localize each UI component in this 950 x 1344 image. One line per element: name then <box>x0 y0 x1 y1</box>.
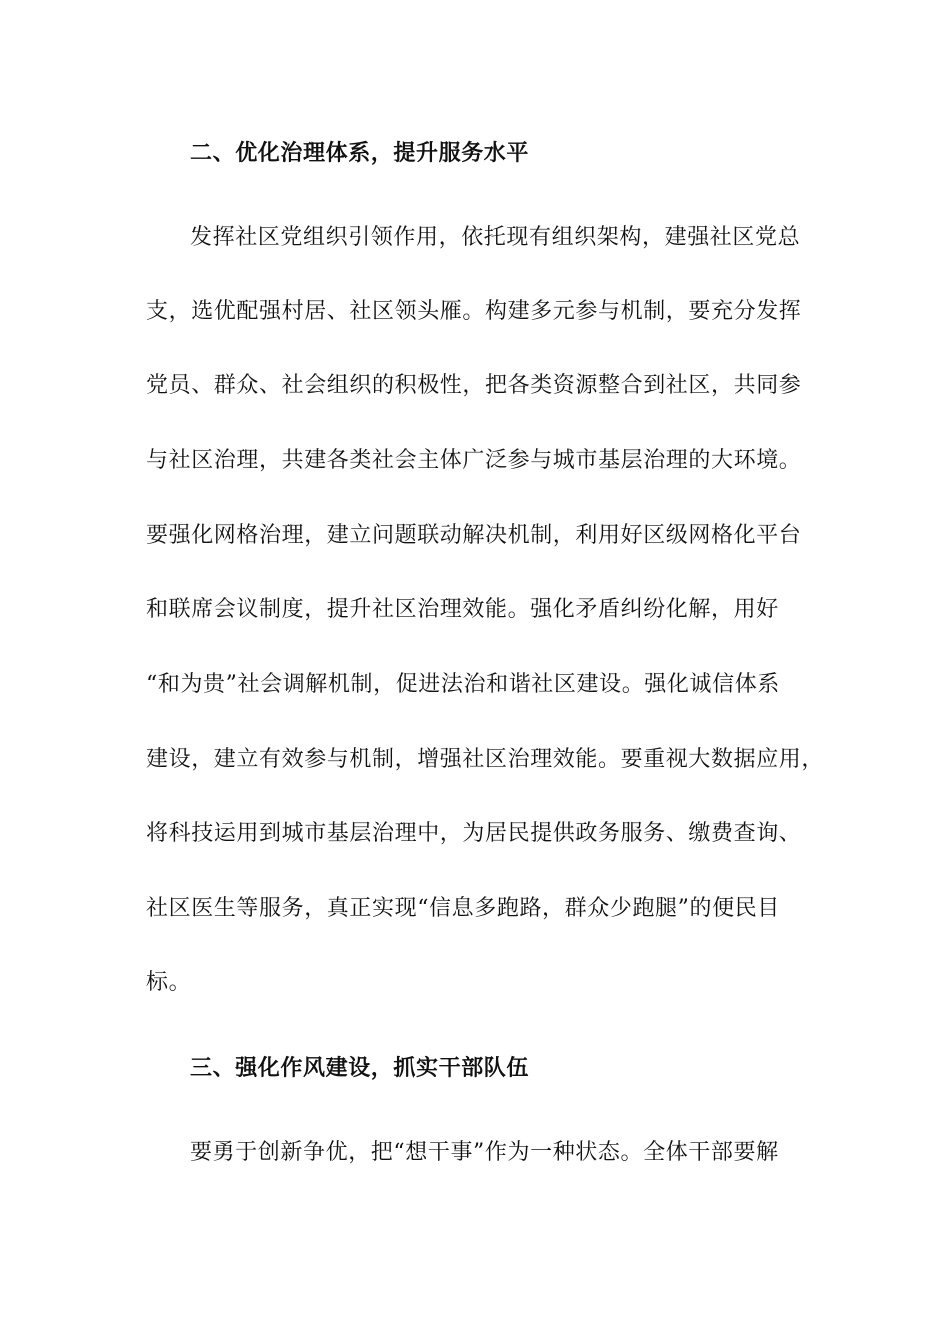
paragraph-line: 社区医生等服务，真正实现“信息多跑路，群众少跑腿”的便民目 <box>146 896 780 921</box>
paragraph-line: 和联席会议制度，提升社区治理效能。强化矛盾纠纷化解，用好 <box>146 597 779 622</box>
paragraph-line: 标。 <box>146 970 192 995</box>
paragraph-line: 发挥社区党组织引领作用，依托现有组织架构，建强社区党总 <box>190 225 801 250</box>
paragraph-line: 要勇于创新争优，把“想干事”作为一种状态。全体干部要解 <box>190 1140 779 1165</box>
paragraph-line: 与社区治理，共建各类社会主体广泛参与城市基层治理的大环境。 <box>146 448 802 473</box>
paragraph-line: 要强化网格治理，建立问题联动解决机制，利用好区级网格化平台 <box>146 523 802 548</box>
paragraph-line: 将科技运用到城市基层治理中，为居民提供政务服务、缴费查询、 <box>146 821 802 846</box>
paragraph-line: 党员、群众、社会组织的积极性，把各类资源整合到社区，共同参 <box>146 373 802 398</box>
section-heading: 二、优化治理体系，提升服务水平 <box>190 140 530 166</box>
section-heading: 三、强化作风建设，抓实干部队伍 <box>190 1055 530 1081</box>
paragraph-line: 支，选优配强村居、社区领头雁。构建多元参与机制，要充分发挥 <box>146 299 802 324</box>
paragraph-line: “和为贵”社会调解机制，促进法治和谐社区建设。强化诚信体系 <box>146 672 780 697</box>
paragraph-line: 建设，建立有效参与机制，增强社区治理效能。要重视大数据应用， <box>146 747 825 772</box>
